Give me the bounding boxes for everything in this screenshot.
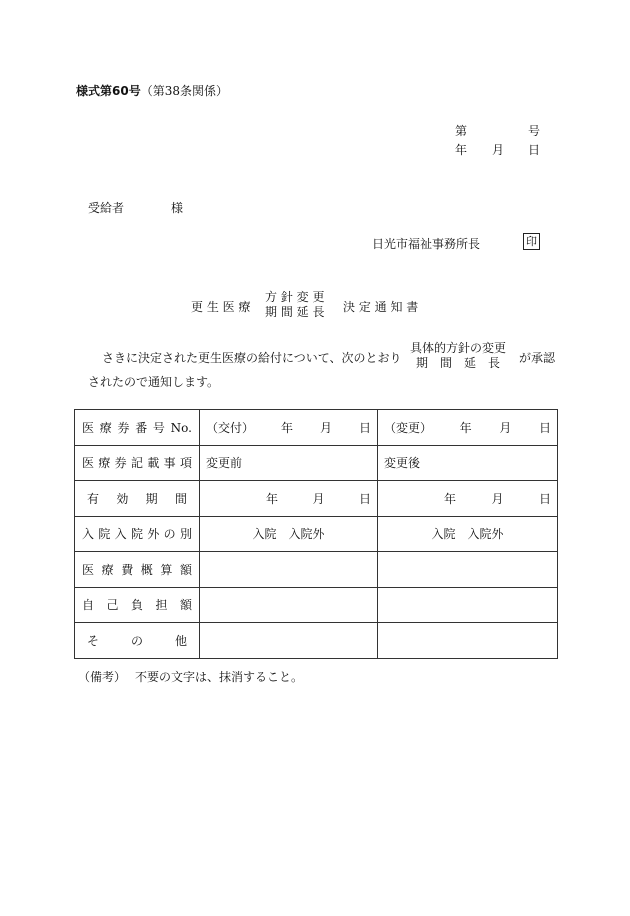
- before-change-cell: 変更前: [200, 445, 378, 481]
- recipient-label: 受給者: [88, 201, 125, 215]
- row-label-inpatient-outpatient: 入院入院外の別: [75, 516, 200, 552]
- body-option-period-extension: 期 間 延 長: [416, 356, 501, 370]
- change-month: 月: [499, 420, 512, 435]
- valid-period-before-cell: [200, 481, 378, 517]
- date-day-label: 日: [528, 143, 541, 157]
- body-option-specific-change: 具体的方針の変更: [410, 341, 507, 355]
- valid-period-after-cell: [378, 481, 558, 517]
- details-table: [74, 409, 558, 659]
- issue-date-cell: [200, 410, 378, 446]
- table-row: [75, 445, 558, 481]
- form-number: 様式第60号: [76, 84, 141, 98]
- change-day: 日: [538, 420, 551, 435]
- self-pay-before-cell: [200, 587, 378, 623]
- other-before-cell: [200, 623, 378, 659]
- issue-month: 月: [319, 420, 332, 435]
- table-row: [75, 552, 558, 588]
- note-text: 不要の文字は、抹消すること。: [135, 670, 304, 684]
- body-line2: されたので通知します。: [88, 375, 220, 389]
- period-before-year: 年: [266, 491, 279, 506]
- table-row: [75, 623, 558, 659]
- body-options: [410, 341, 506, 371]
- row-label-valid-period: 有効期間: [75, 481, 200, 517]
- title-prefix: 更 生 医 療: [191, 300, 251, 314]
- period-after-month: 月: [491, 491, 504, 506]
- table-row: [75, 587, 558, 623]
- table-row: [75, 516, 558, 552]
- row-label-other: その他: [75, 623, 200, 659]
- issue-year: 年: [280, 420, 293, 435]
- title-options: [265, 290, 324, 320]
- estimated-cost-before-cell: [200, 552, 378, 588]
- recipient-honorific: 様: [171, 201, 184, 215]
- self-pay-after-cell: [378, 587, 558, 623]
- doc-number-go: 号: [528, 124, 541, 138]
- title-option-period-extension: 期 間 延 長: [265, 305, 325, 319]
- estimated-cost-after-cell: [378, 552, 558, 588]
- form-header: [76, 82, 228, 99]
- date-year-label: 年: [455, 143, 468, 157]
- table-row: [75, 481, 558, 517]
- other-after-cell: [378, 623, 558, 659]
- title-option-policy-change: 方 針 変 更: [265, 290, 325, 304]
- row-label-estimated-cost: 医療費概算額: [75, 552, 200, 588]
- inpatient-before-cell: 入院 入院外: [200, 516, 378, 552]
- issue-tag: （交付）: [206, 420, 255, 435]
- body-line1-pre: さきに決定された更生医療の給付について、次のとおり: [102, 351, 402, 365]
- row-label-ticket-number: 医療券番号No.: [75, 410, 200, 446]
- change-year: 年: [459, 420, 472, 435]
- inpatient-after-cell: 入院 入院外: [378, 516, 558, 552]
- change-tag: （変更）: [384, 420, 433, 435]
- after-change-cell: 変更後: [378, 445, 558, 481]
- doc-number-dai: 第: [455, 124, 468, 138]
- note-label: （備考）: [78, 670, 127, 684]
- date-month-label: 月: [492, 143, 505, 157]
- period-before-month: 月: [312, 491, 325, 506]
- form-reference: （第38条関係）: [140, 84, 228, 98]
- title-suffix: 決 定 通 知 書: [343, 300, 419, 314]
- body-line1-post: が承認: [519, 351, 556, 365]
- issue-day: 日: [358, 420, 371, 435]
- table-row: [75, 410, 558, 446]
- change-date-cell: [378, 410, 558, 446]
- seal-mark: 印: [523, 233, 540, 250]
- period-before-day: 日: [358, 491, 371, 506]
- period-after-year: 年: [444, 491, 457, 506]
- row-label-ticket-items: 医療券記載事項: [75, 445, 200, 481]
- period-after-day: 日: [538, 491, 551, 506]
- row-label-self-pay: 自己負担額: [75, 587, 200, 623]
- issuer-name: 日光市福祉事務所長: [372, 237, 481, 251]
